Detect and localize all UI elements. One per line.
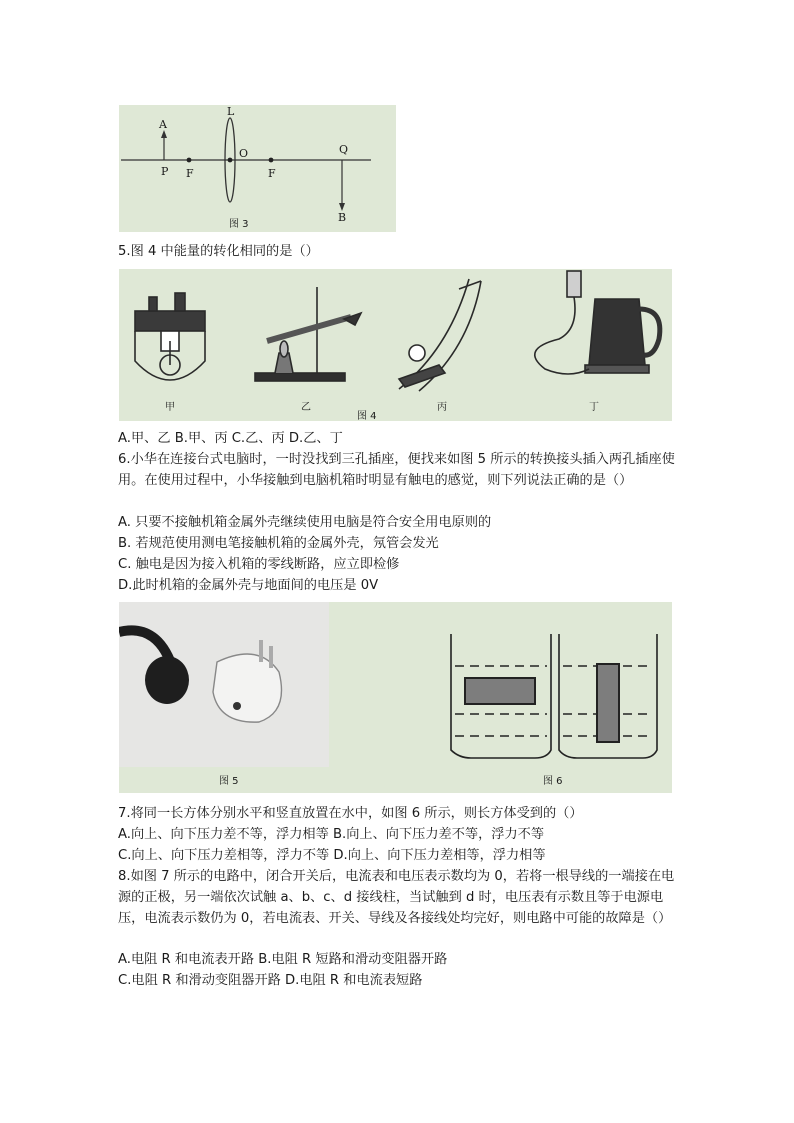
panel-yi: 乙 [301,402,311,413]
q6-stem: 6.小华在连接台式电脑时，一时没找到三孔插座，便找来如图 5 所示的转换接头插入两孔插座使用。在使用过程中，小华接触到电脑机箱时明显有触电的感觉，则下列说法正确的是（） [118,452,675,488]
label-O: O [239,147,249,160]
panel-jia: 甲 [165,402,175,413]
q5-stem: 5.图 4 中能量的转化相同的是（） [118,244,319,259]
figure-6-caption: 图 6 [543,776,563,787]
panel-ding: 丁 [589,402,599,413]
q5-options: A.甲、乙 B.甲、丙 C.乙、丙 D.乙、丁 [118,431,343,446]
q7-options-line2: C.向上、向下压力差相等，浮力不等 D.向上、向下压力差相等，浮力相等 [118,848,546,863]
figure-4 [119,269,672,421]
figure-3-caption: 图 3 [229,219,249,230]
label-P: P [161,165,169,178]
q8-options-line2: C.电阻 R 和滑动变阻器开路 D.电阻 R 和电流表短路 [118,973,423,988]
label-L: L [227,105,235,118]
label-B: B [338,211,347,224]
label-Q: Q [339,143,349,156]
q7-options-line1: A.向上、向下压力差不等，浮力相等 B.向上、向下压力差不等，浮力不等 [118,827,545,842]
figure-5-6 [119,602,672,793]
label-A: A [159,118,167,131]
label-F-right: F [268,167,276,180]
label-F-left: F [186,167,194,180]
q6-option-b: B. 若规范使用测电笔接触机箱的金属外壳，氖管会发光 [118,536,439,551]
figure-5-6-drawings [119,602,672,793]
panel-bing: 丙 [437,402,447,413]
figure-4-caption: 图 4 [357,411,377,422]
figure-3 [119,105,396,232]
figure-5-caption: 图 5 [219,776,239,787]
q8-stem: 8.如图 7 所示的电路中，闭合开关后，电流表和电压表示数均为 0，若将一根导线的一端接在电源的正极，另一端依次试触 a、b、c、d 接线柱，当试触到 d 时，电压表有示数且等于电源电压，电流表示数仍为 0，若电流表、开关、导线及各接线处均完好，则电路中可能的故障是（） [118,869,675,926]
q6-option-c: C. 触电是因为接入机箱的零线断路，应立即检修 [118,557,400,572]
q6-option-d: D.此时机箱的金属外壳与地面间的电压是 0V [118,578,379,593]
q7-stem: 7.将同一长方体分别水平和竖直放置在水中，如图 6 所示，则长方体受到的（） [118,806,583,821]
q6-option-a: A. 只要不接触机箱金属外壳继续使用电脑是符合安全用电原则的 [118,515,492,530]
q8-options-line1: A.电阻 R 和电流表开路 B.电阻 R 短路和滑动变阻器开路 [118,952,448,967]
